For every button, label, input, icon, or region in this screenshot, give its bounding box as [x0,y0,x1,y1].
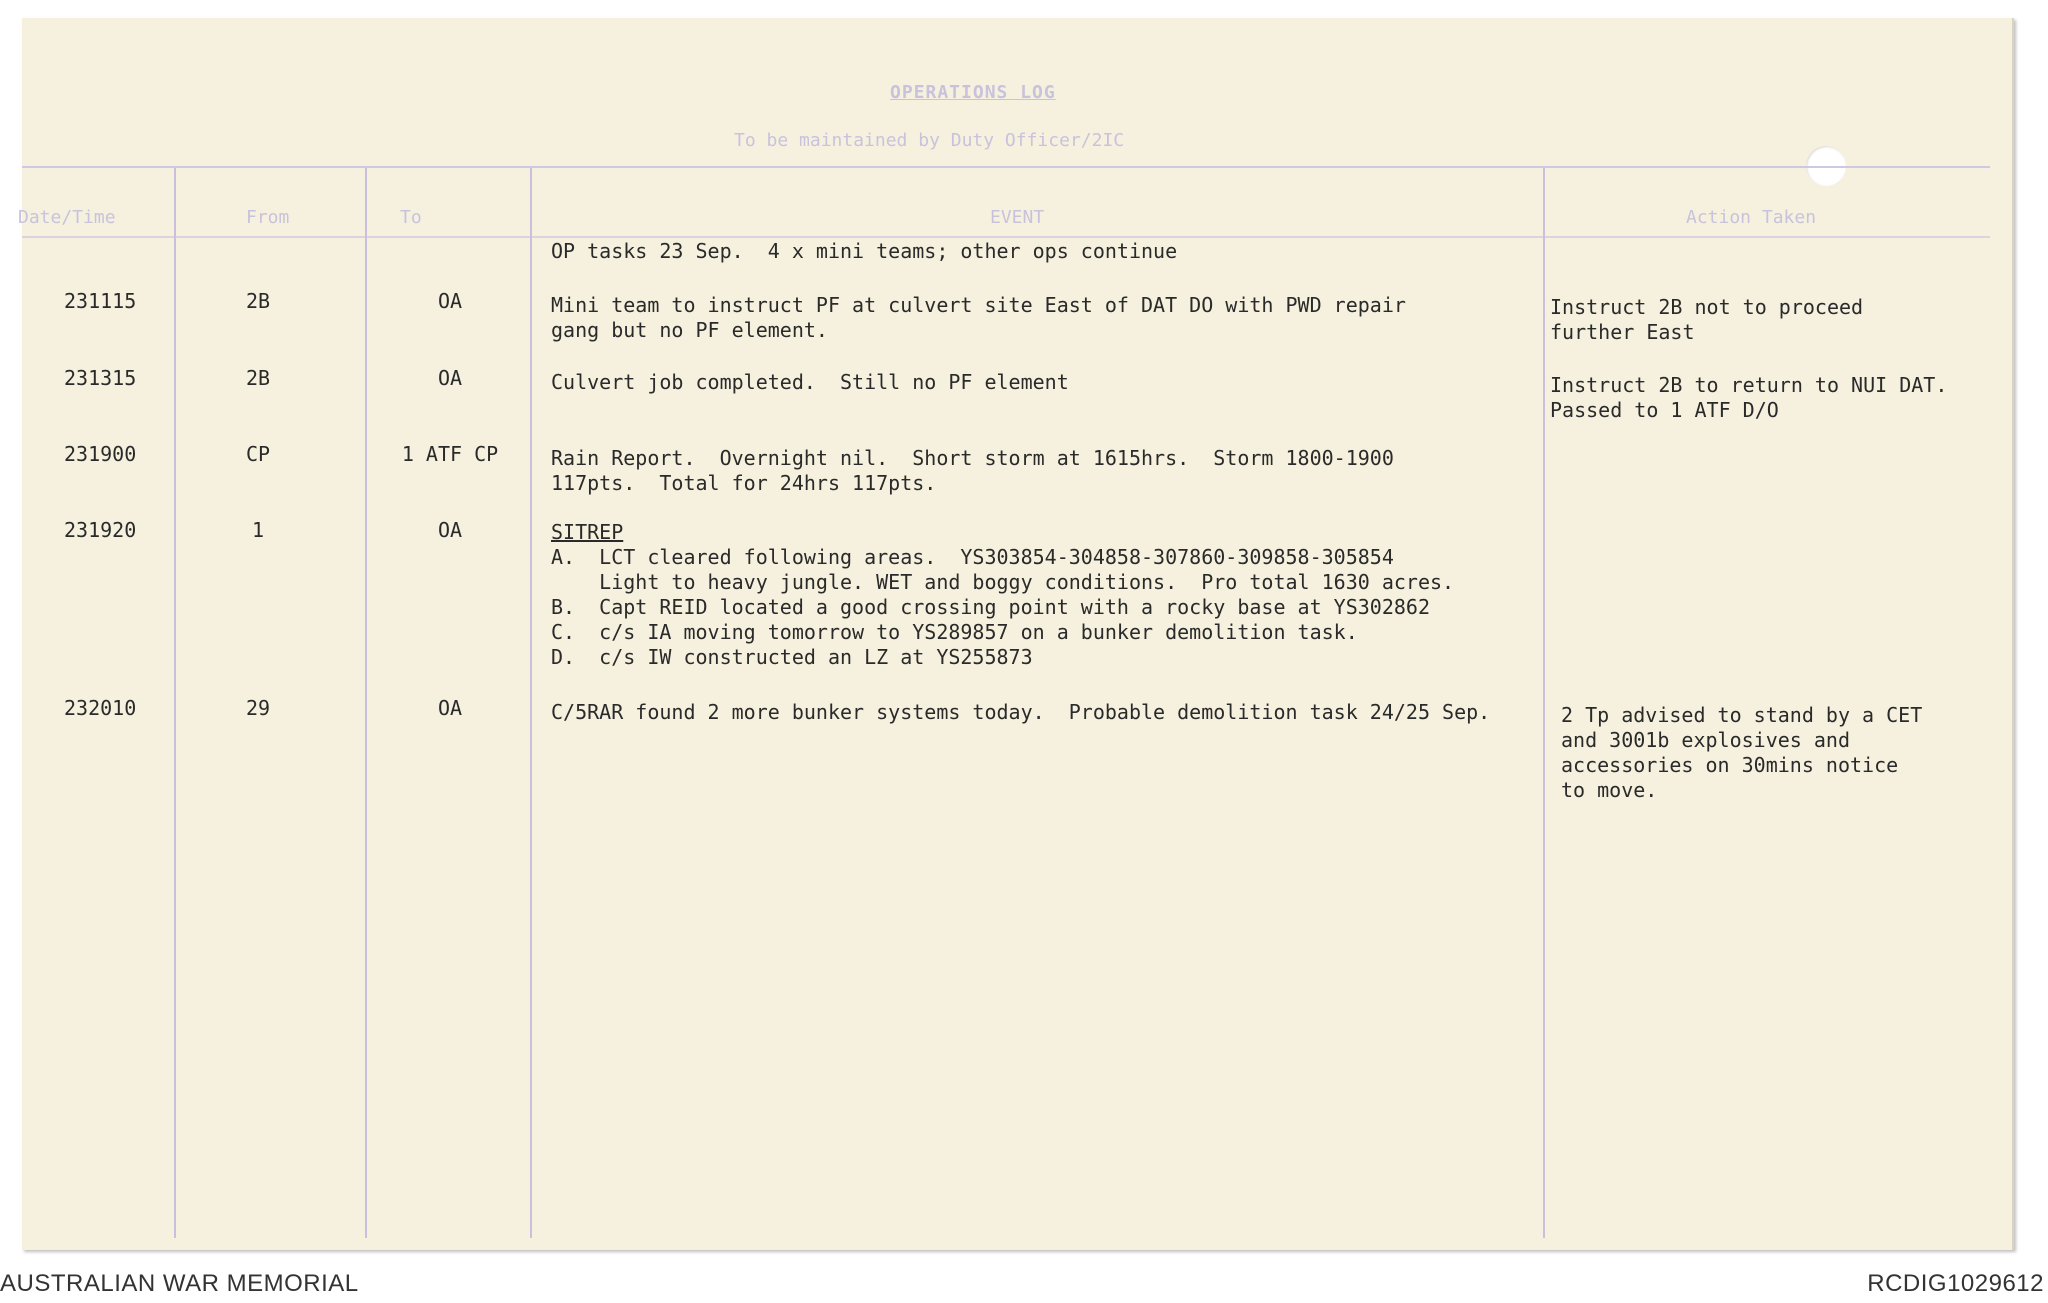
footer-source: AUSTRALIAN WAR MEMORIAL [0,1270,359,1297]
entry-datetime: 231315 [64,366,137,390]
entry-action: Instruct 2B not to proceed further East [1550,295,1864,344]
footer-id: RCDIG1029612 [1867,1270,2044,1297]
entry-event: Rain Report. Overnight nil. Short storm at 1615hrs. Storm 1800-1900 117pts. Total for 24hrs 117pts. [551,446,1394,495]
column-header-from: From [246,207,290,228]
entry-to: OA [437,518,463,542]
entry-event: Culvert job completed. Still no PF element [551,370,1069,394]
entry-event: Mini team to instruct PF at culvert site East of DAT DO with PWD repair gang but no PF element. [551,293,1406,342]
entry-to: OA [437,696,463,720]
entry-datetime: 232010 [64,696,137,720]
entry-to: OA [437,289,463,313]
column-header-datetime: Date/Time [18,207,116,228]
entry-to: OA [437,366,463,390]
entry-from: 29 [245,696,271,720]
column-header-action: Action Taken [1686,207,1817,228]
entry-event: A. LCT cleared following areas. YS303854-304858-307860-309858-305854 Light to heavy jungle. WET and boggy conditions. Pro total 1630 acres. B. Capt REID located a good crossing point with a rocky base at YS302862 C. c/s IA moving tomorrow to YS289857 on a bunker demolition task. D. c/s IW constructed an LZ at YS255873 [551,545,1455,669]
column-divider [530,168,532,1238]
document-title: OPERATIONS LOG [890,82,1056,103]
column-divider [1543,168,1545,1238]
entry-to: 1 ATF CP [401,442,499,466]
document-subtitle: To be maintained by Duty Officer/2IC [734,130,1125,151]
entry-datetime: 231115 [64,289,137,313]
entry-from: 2B [245,366,271,390]
entry-event-heading: SITREP [551,520,624,544]
entry-datetime: 231920 [64,518,137,542]
entry-event: C/5RAR found 2 more bunker systems today. Probable demolition task 24/25 Sep. [551,700,1491,724]
entry-from: 1 [251,518,265,542]
entry-from: CP [245,442,271,466]
column-header-event: EVENT [990,207,1045,228]
column-divider [365,168,367,1238]
log-preamble: OP tasks 23 Sep. 4 x mini teams; other ops continue [551,239,1178,263]
entry-datetime: 231900 [64,442,137,466]
header-rule [22,236,1990,238]
entry-action: 2 Tp advised to stand by a CET and 3001b explosives and accessories on 30mins notice to move. [1561,703,1923,802]
column-divider [174,168,176,1238]
entry-from: 2B [245,289,271,313]
table-top-rule [22,166,1990,168]
column-header-to: To [400,207,422,228]
entry-action: Instruct 2B to return to NUI DAT. Passed to 1 ATF D/O [1550,373,1948,422]
